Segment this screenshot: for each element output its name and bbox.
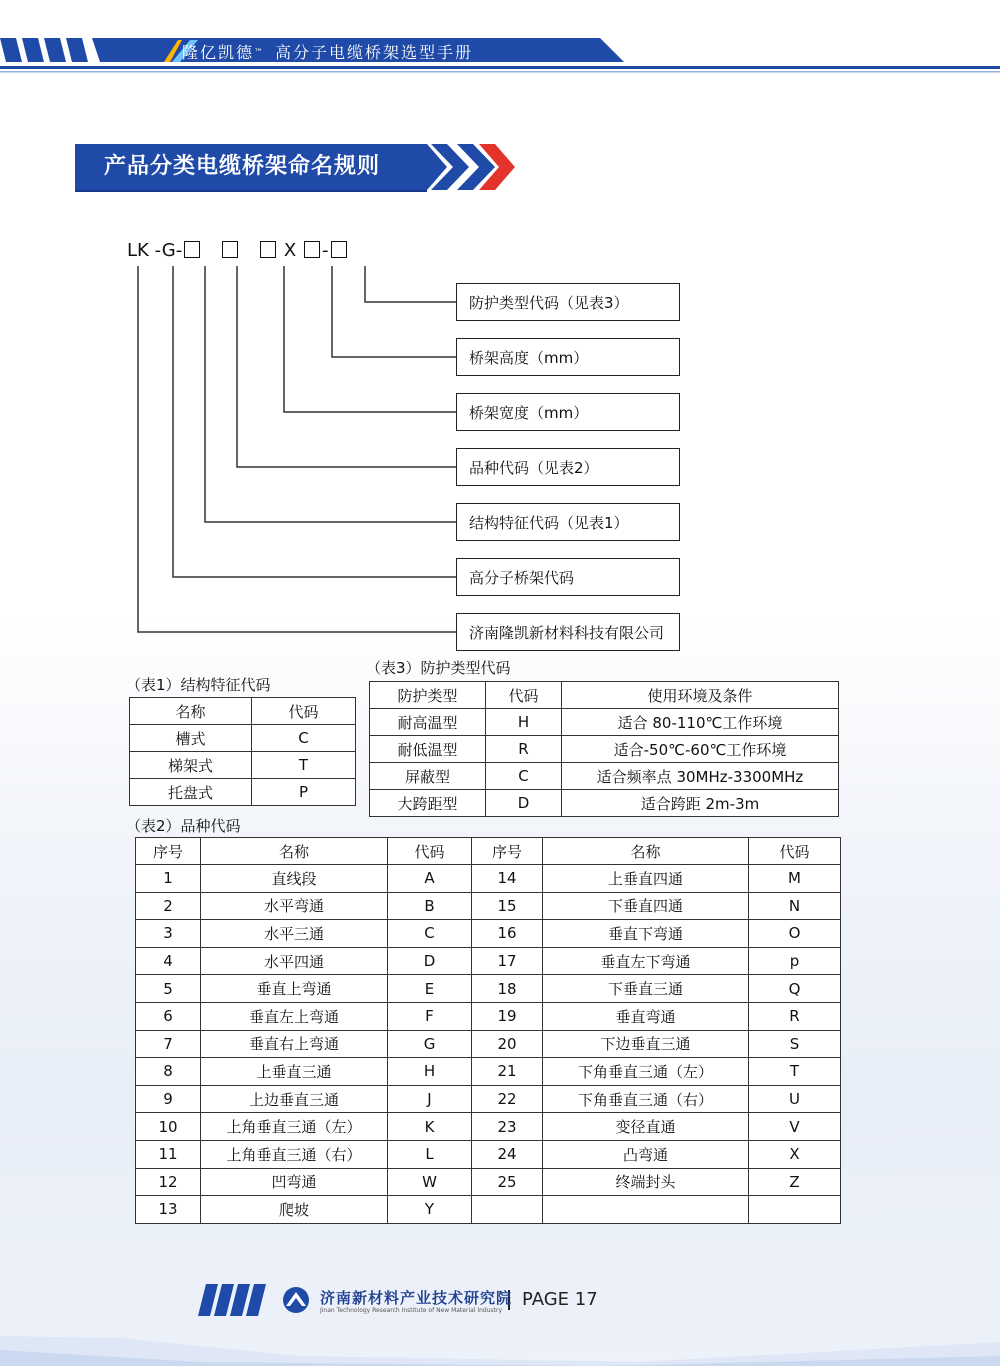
table-row: [136, 947, 841, 975]
table-cell: 20: [472, 1030, 543, 1058]
table-cell: 直线段: [201, 865, 388, 893]
table2-caption: （表2）品种代码: [126, 817, 241, 835]
table-row: [136, 1002, 841, 1030]
table-cell: 垂直左下弯通: [543, 947, 749, 975]
table-cell: C: [252, 725, 356, 752]
table-cell: [472, 1196, 543, 1224]
table-row: [136, 1140, 841, 1168]
table-cell: 适合频率点 30MHz-3300MHz: [562, 763, 839, 790]
table-row: [136, 1085, 841, 1113]
table-cell: 梯架式: [130, 752, 252, 779]
table-cell: 垂直左上弯通: [201, 1002, 388, 1030]
header-cell: 代码: [486, 682, 562, 709]
header-cell: 代码: [252, 698, 356, 725]
header-cell: 名称: [201, 838, 388, 865]
table-row: [136, 892, 841, 920]
table-cell: G: [388, 1030, 472, 1058]
table-cell: H: [486, 709, 562, 736]
table-cell: 垂直弯通: [543, 1002, 749, 1030]
table-cell: 8: [136, 1058, 201, 1086]
brand-name: 隆亿凯德: [182, 43, 255, 62]
footer-band: [0, 1270, 1000, 1366]
table-cell: R: [486, 736, 562, 763]
table-cell: 上垂直四通: [543, 865, 749, 893]
table3-caption: （表3）防护类型代码: [366, 659, 511, 677]
header-cell: 名称: [130, 698, 252, 725]
table-header-row: [370, 682, 839, 709]
table-cell: 垂直下弯通: [543, 920, 749, 948]
institute-logo-icon: [283, 1287, 309, 1313]
table1: [129, 697, 356, 806]
table-cell: Z: [749, 1168, 841, 1196]
table-cell: 适合-50℃-60℃工作环境: [562, 736, 839, 763]
header-cell: 使用环境及条件: [562, 682, 839, 709]
table-cell: V: [749, 1113, 841, 1141]
header-cell: 序号: [472, 838, 543, 865]
page-number: PAGE 17: [522, 1289, 598, 1310]
table-cell: 6: [136, 1002, 201, 1030]
label-structure-code: 结构特征代码（见表1）: [456, 503, 680, 541]
table-cell: X: [749, 1140, 841, 1168]
label-protection-type: 防护类型代码（见表3）: [456, 283, 680, 321]
label-variety-code: 品种代码（见表2）: [456, 448, 680, 486]
table-header-row: [136, 838, 841, 865]
table-cell: W: [388, 1168, 472, 1196]
table-row: [136, 1168, 841, 1196]
table-cell: 4: [136, 947, 201, 975]
table-cell: 适合跨距 2m-3m: [562, 790, 839, 817]
table-cell: 终端封头: [543, 1168, 749, 1196]
table-cell: Q: [749, 975, 841, 1003]
table-cell: 14: [472, 865, 543, 893]
table-cell: 下角垂直三通（左）: [543, 1058, 749, 1086]
table-cell: D: [388, 947, 472, 975]
table3: [369, 681, 839, 817]
table-cell: 凸弯通: [543, 1140, 749, 1168]
table-cell: R: [749, 1002, 841, 1030]
table-cell: 22: [472, 1085, 543, 1113]
table-cell: 15: [472, 892, 543, 920]
table-row: [136, 920, 841, 948]
table1-caption: （表1）结构特征代码: [126, 676, 271, 694]
table-cell: 水平四通: [201, 947, 388, 975]
table-cell: 23: [472, 1113, 543, 1141]
table-cell: O: [749, 920, 841, 948]
table-cell: 下垂直三通: [543, 975, 749, 1003]
table-row: [370, 763, 839, 790]
table-cell: 5: [136, 975, 201, 1003]
table-cell: 下边垂直三通: [543, 1030, 749, 1058]
table-cell: K: [388, 1113, 472, 1141]
table-cell: 上垂直三通: [201, 1058, 388, 1086]
table-row: [136, 975, 841, 1003]
table-cell: B: [388, 892, 472, 920]
table-cell: A: [388, 865, 472, 893]
label-polymer-tray-code: 高分子桥架代码: [456, 558, 680, 596]
table-cell: N: [749, 892, 841, 920]
table-cell: 耐高温型: [370, 709, 486, 736]
table-row: [130, 725, 356, 752]
table-cell: 24: [472, 1140, 543, 1168]
table-cell: 托盘式: [130, 779, 252, 806]
footer-org-name-en: Jinan Technology Research Institute of New Material Industry: [320, 1307, 503, 1314]
table-row: [136, 865, 841, 893]
table-row: [136, 1058, 841, 1086]
table-cell: 9: [136, 1085, 201, 1113]
label-tray-height: 桥架高度（mm）: [456, 338, 680, 376]
table-cell: 上角垂直三通（左）: [201, 1113, 388, 1141]
table-row: [130, 779, 356, 806]
table-row: [370, 709, 839, 736]
table-cell: 12: [136, 1168, 201, 1196]
table-cell: 21: [472, 1058, 543, 1086]
table-cell: H: [388, 1058, 472, 1086]
table2: [135, 837, 841, 1224]
table-cell: 2: [136, 892, 201, 920]
table-cell: 水平弯通: [201, 892, 388, 920]
table-row: [370, 736, 839, 763]
table-cell: 耐低温型: [370, 736, 486, 763]
table-cell: 19: [472, 1002, 543, 1030]
table-cell: J: [388, 1085, 472, 1113]
table-cell: 下角垂直三通（右）: [543, 1085, 749, 1113]
code-x: X: [283, 240, 297, 261]
table-cell: 7: [136, 1030, 201, 1058]
table-row: [130, 752, 356, 779]
table-cell: L: [388, 1140, 472, 1168]
table-cell: M: [749, 865, 841, 893]
code-separator: -: [154, 240, 162, 261]
table-cell: T: [749, 1058, 841, 1086]
table-header-row: [130, 698, 356, 725]
table-cell: Y: [388, 1196, 472, 1224]
table-cell: 1: [136, 865, 201, 893]
table-cell: 屏蔽型: [370, 763, 486, 790]
table-cell: 爬坡: [201, 1196, 388, 1224]
code-separator: -: [175, 240, 183, 261]
header-cell: 序号: [136, 838, 201, 865]
table-cell: [543, 1196, 749, 1224]
table-cell: 大跨距型: [370, 790, 486, 817]
table-cell: D: [486, 790, 562, 817]
trademark: ™: [254, 48, 264, 58]
table-cell: 25: [472, 1168, 543, 1196]
table-cell: [749, 1196, 841, 1224]
table-cell: 上角垂直三通（右）: [201, 1140, 388, 1168]
label-company: 济南隆凯新材料科技有限公司: [456, 613, 680, 651]
footer-org-name: 济南新材料产业技术研究院: [320, 1289, 513, 1307]
label-tray-width: 桥架宽度（mm）: [456, 393, 680, 431]
table-cell: 17: [472, 947, 543, 975]
table-cell: 10: [136, 1113, 201, 1141]
table-row: [136, 1113, 841, 1141]
table-cell: 3: [136, 920, 201, 948]
table-cell: 垂直上弯通: [201, 975, 388, 1003]
table-cell: E: [388, 975, 472, 1003]
table-row: [136, 1030, 841, 1058]
table-cell: S: [749, 1030, 841, 1058]
code-prefix: LK: [127, 240, 149, 261]
code-g: G: [161, 240, 176, 261]
manual-title: 高分子电缆桥架选型手册: [275, 43, 474, 62]
header-cell: 名称: [543, 838, 749, 865]
table-cell: C: [486, 763, 562, 790]
table-cell: U: [749, 1085, 841, 1113]
table-cell: 水平三通: [201, 920, 388, 948]
header-cell: 防护类型: [370, 682, 486, 709]
table-cell: F: [388, 1002, 472, 1030]
table-cell: 18: [472, 975, 543, 1003]
header-cell: 代码: [388, 838, 472, 865]
table-cell: 13: [136, 1196, 201, 1224]
section-title: 产品分类电缆桥架命名规则: [104, 154, 381, 179]
table-cell: T: [252, 752, 356, 779]
table-cell: 上边垂直三通: [201, 1085, 388, 1113]
table-cell: P: [252, 779, 356, 806]
table-cell: 适合 80-110℃工作环境: [562, 709, 839, 736]
table-cell: 槽式: [130, 725, 252, 752]
table-cell: 16: [472, 920, 543, 948]
table-cell: 变径直通: [543, 1113, 749, 1141]
table-cell: 垂直右上弯通: [201, 1030, 388, 1058]
table-cell: C: [388, 920, 472, 948]
table-row: [136, 1196, 841, 1224]
table-row: [370, 790, 839, 817]
code-separator: -: [322, 240, 329, 261]
table-cell: 11: [136, 1140, 201, 1168]
header-cell: 代码: [749, 838, 841, 865]
table-cell: p: [749, 947, 841, 975]
table-cell: 凹弯通: [201, 1168, 388, 1196]
table-cell: 下垂直四通: [543, 892, 749, 920]
